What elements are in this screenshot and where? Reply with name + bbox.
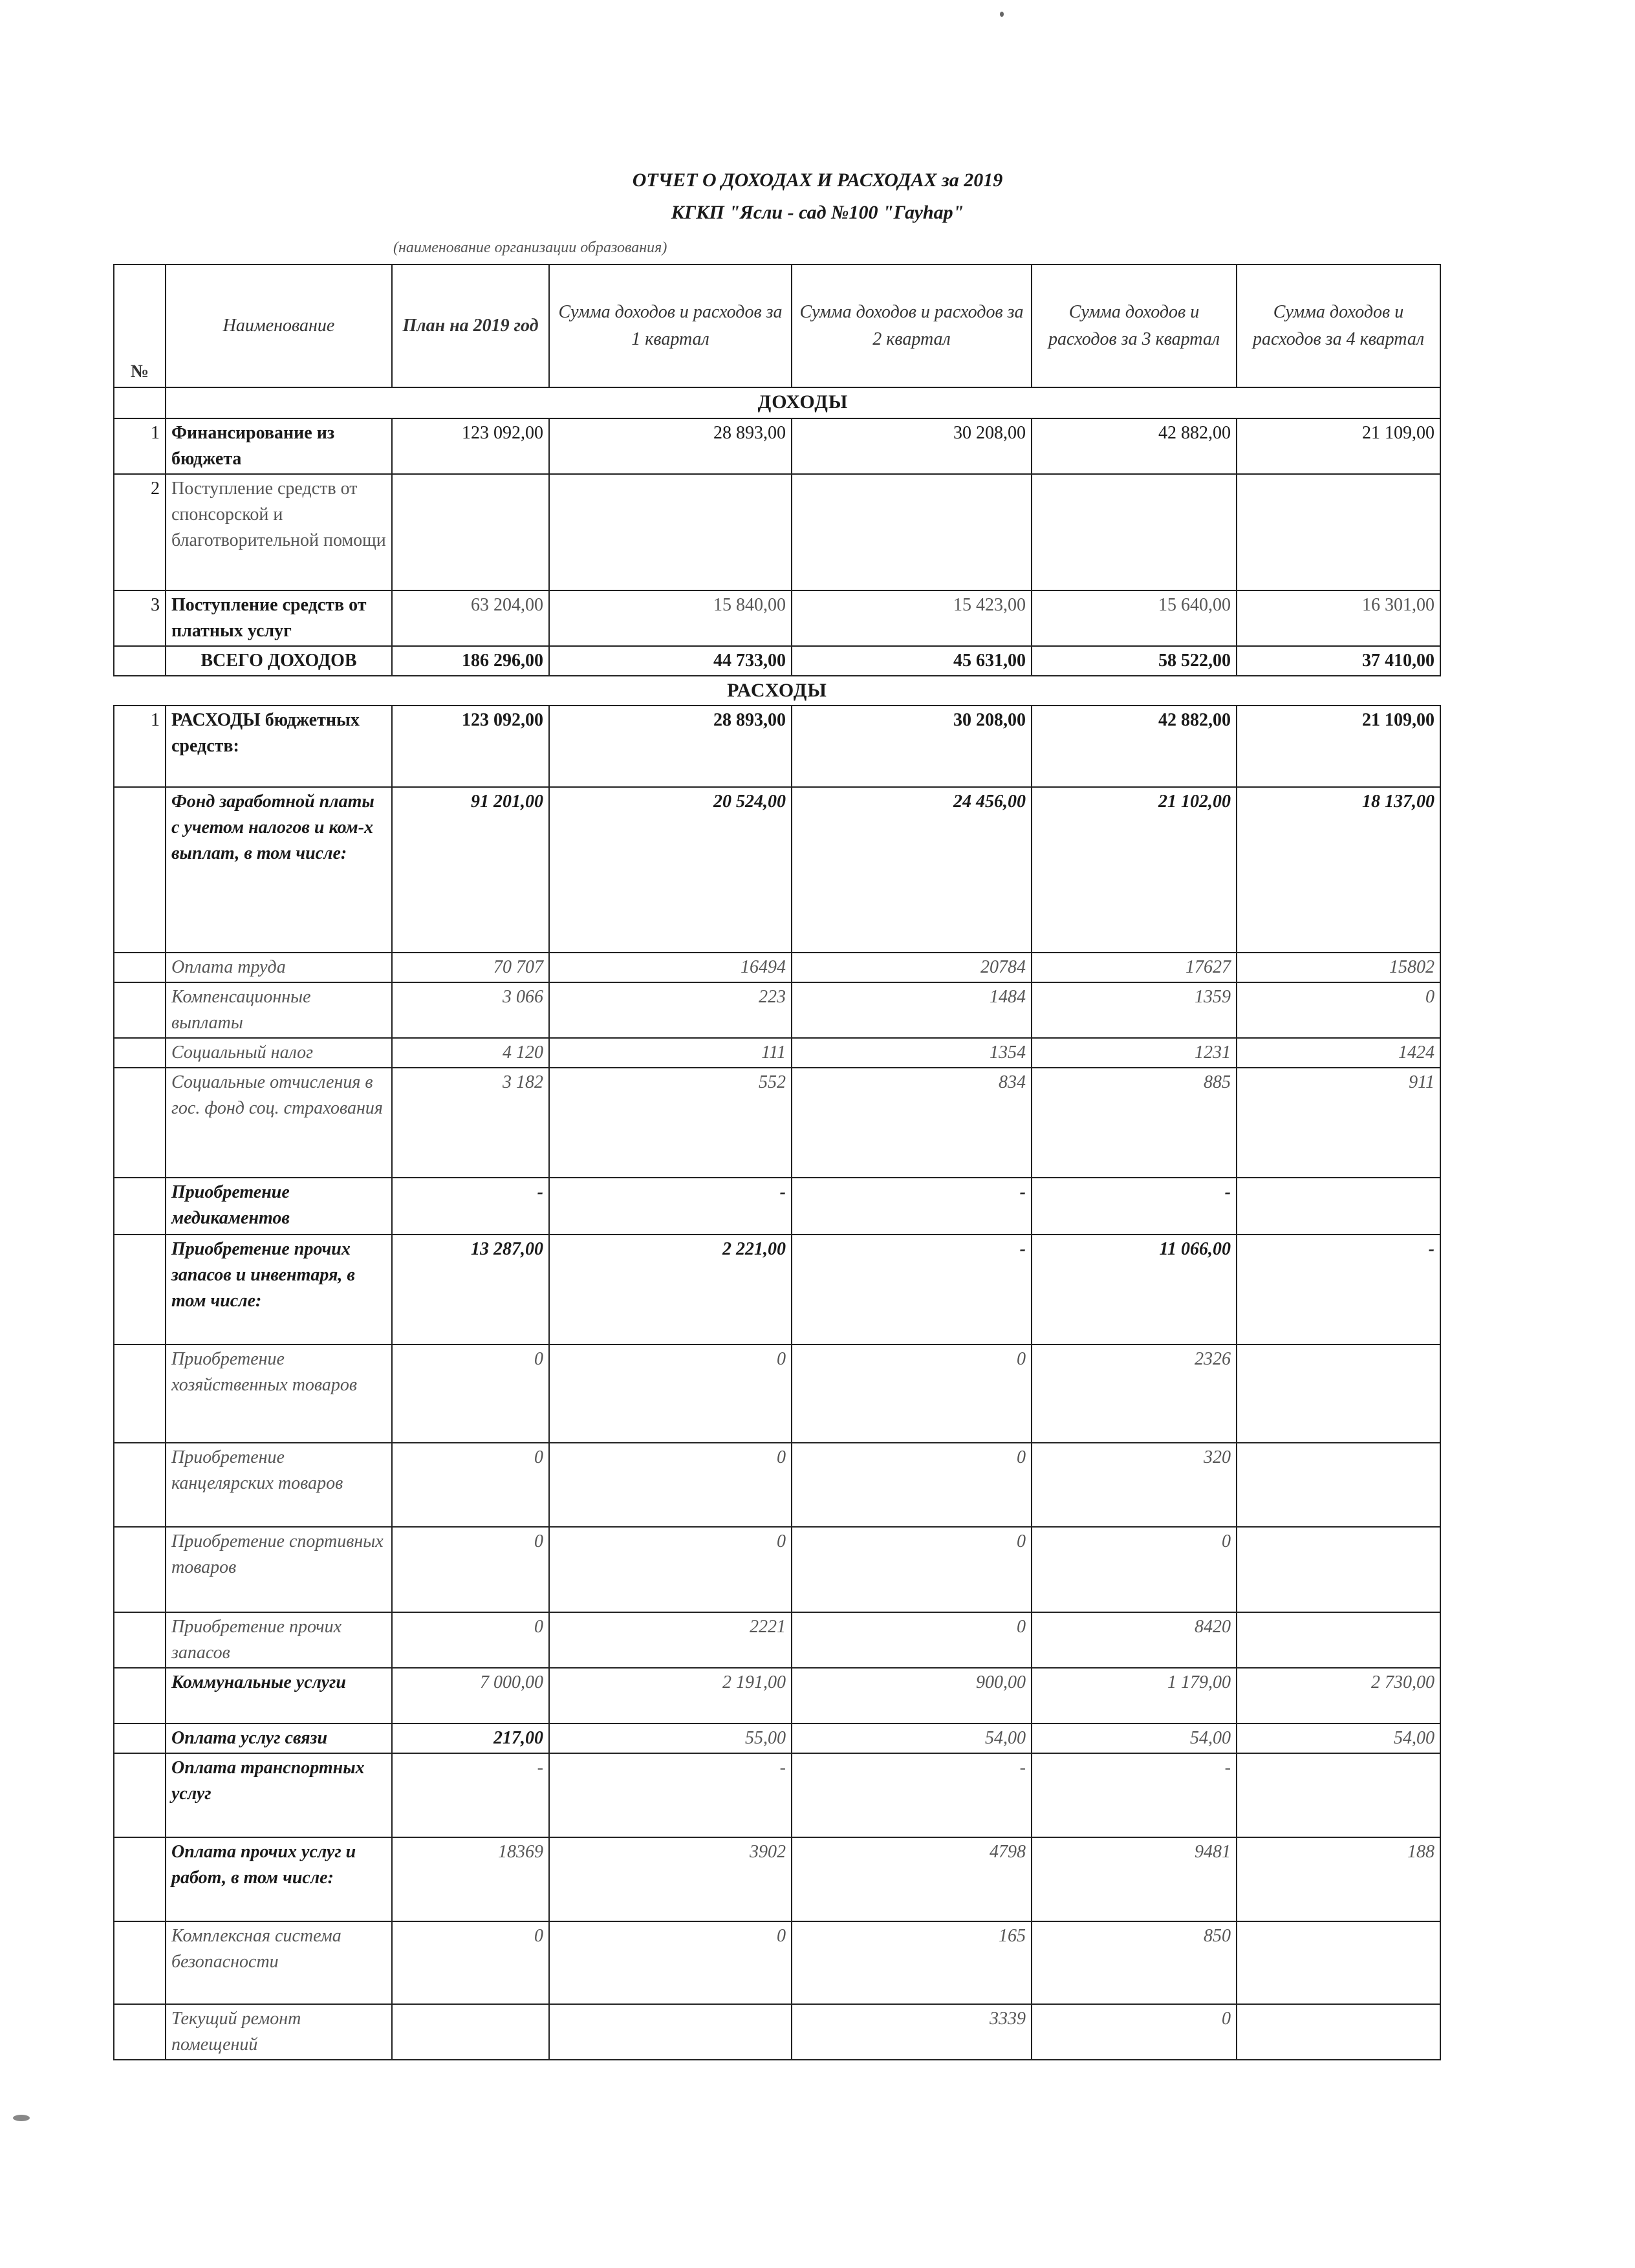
row-name: Оплата транспортных услуг [166,1753,392,1837]
cell-q4 [1237,474,1440,590]
row-name: Приобретение прочих запасов [166,1612,392,1668]
cell-q3: 1231 [1032,1038,1237,1068]
table-row [114,1921,1440,2004]
table-row [114,1753,1440,1837]
row-name: Приобретение хозяйственных товаров [166,1345,392,1443]
cell-q3: 8420 [1032,1612,1237,1668]
row-name: Поступление средств от платных услуг [166,590,392,646]
cell-q3: - [1032,1178,1237,1235]
header-q4: Сумма доходов и расходов за 4 квартал [1237,265,1440,387]
cell-q4 [1237,2004,1440,2060]
table-row [114,1345,1440,1443]
row-number [114,1612,166,1668]
cell-q2 [792,474,1032,590]
cell-plan: 0 [392,1527,549,1612]
row-number [114,1068,166,1178]
cell-q2: 54,00 [792,1723,1032,1753]
table-row [114,1038,1440,1068]
row-name: РАСХОДЫ бюджетных средств: [166,706,392,787]
row-number [114,1723,166,1753]
cell-q4: 18 137,00 [1237,787,1440,953]
cell-q1: 28 893,00 [549,418,792,474]
cell-plan: 70 707 [392,953,549,982]
table-row [114,418,1440,474]
cell-q4: 16 301,00 [1237,590,1440,646]
cell-q1: 20 524,00 [549,787,792,953]
row-name: Оплата прочих услуг и работ, в том числе: [166,1837,392,1921]
header-plan: План на 2019 год [392,265,549,387]
row-number [114,1668,166,1723]
cell-plan: 63 204,00 [392,590,549,646]
header-q3: Сумма доходов и расходов за 3 квартал [1032,265,1237,387]
cell-q4 [1237,1443,1440,1527]
cell-q3: 42 882,00 [1032,706,1237,787]
cell-plan: 0 [392,1443,549,1527]
row-number [114,1235,166,1345]
cell-q2: 0 [792,1345,1032,1443]
cell-q1: 16494 [549,953,792,982]
cell-plan: - [392,1753,549,1837]
total-q1: 44 733,00 [549,646,792,676]
cell-q1: 0 [549,1443,792,1527]
cell-q4 [1237,1345,1440,1443]
table-row [114,1443,1440,1527]
row-name: Фонд заработной платы с учетом налогов и ком-х выплат, в том числе: [166,787,392,953]
row-name: Оплата услуг связи [166,1723,392,1753]
cell-q2: 24 456,00 [792,787,1032,953]
cell-plan: 7 000,00 [392,1668,549,1723]
table-row [114,787,1440,953]
row-name: Социальные отчисления в гос. фонд соц. страхования [166,1068,392,1178]
cell-q2: 0 [792,1443,1032,1527]
cell-q1: 2 221,00 [549,1235,792,1345]
cell-q2: - [792,1753,1032,1837]
cell-q2: 1484 [792,982,1032,1038]
total-q3: 58 522,00 [1032,646,1237,676]
cell-q1: 0 [549,1921,792,2004]
cell-q2: 0 [792,1612,1032,1668]
table-row [114,1723,1440,1753]
expense-section-title: РАСХОДЫ [114,676,1440,706]
cell-q3 [1032,474,1237,590]
row-number [114,1038,166,1068]
cell-q2: - [792,1235,1032,1345]
cell-q1: - [549,1753,792,1837]
cell-q3: - [1032,1753,1237,1837]
row-number [114,1837,166,1921]
row-number [114,1921,166,2004]
cell-plan: 3 182 [392,1068,549,1178]
cell-q2: 4798 [792,1837,1032,1921]
cell-plan: 0 [392,1612,549,1668]
row-number [114,1178,166,1235]
row-number: 3 [114,590,166,646]
table-row [114,953,1440,982]
row-number [114,1753,166,1837]
cell-q4: 188 [1237,1837,1440,1921]
row-name: Приобретение медикаментов [166,1178,392,1235]
table-row [114,1235,1440,1345]
cell-q2: 0 [792,1527,1032,1612]
cell-q3: 11 066,00 [1032,1235,1237,1345]
cell-q3: 0 [1032,2004,1237,2060]
cell-plan [392,2004,549,2060]
row-name: Оплата труда [166,953,392,982]
cell-plan: 18369 [392,1837,549,1921]
row-name: Компенсационные выплаты [166,982,392,1038]
header-no: № [114,265,166,387]
table-row [114,1178,1440,1235]
table-row [114,1612,1440,1668]
cell-q1: 55,00 [549,1723,792,1753]
table-row [114,590,1440,646]
cell-plan: 123 092,00 [392,418,549,474]
cell-q4: 21 109,00 [1237,418,1440,474]
cell-q2: 834 [792,1068,1032,1178]
cell-q3: 2326 [1032,1345,1237,1443]
cell-q3: 54,00 [1032,1723,1237,1753]
cell-q1: 223 [549,982,792,1038]
organization-caption: (наименование организации образования) [393,239,667,256]
cell-q3: 850 [1032,1921,1237,2004]
total-q2: 45 631,00 [792,646,1032,676]
cell-q2: 165 [792,1921,1032,2004]
table-row [114,1837,1440,1921]
cell-q3: 320 [1032,1443,1237,1527]
cell-q4: - [1237,1235,1440,1345]
cell-q4: 1424 [1237,1038,1440,1068]
report-table [113,264,1441,2060]
income-total-row [114,646,1440,676]
cell-q2: 1354 [792,1038,1032,1068]
row-name: Комплексная система безопасности [166,1921,392,2004]
expense-section-row [114,676,1440,706]
table-row [114,2004,1440,2060]
table-row [114,1068,1440,1178]
cell-plan: 123 092,00 [392,706,549,787]
cell-q2: 20784 [792,953,1032,982]
cell-q1: 3902 [549,1837,792,1921]
row-number: 1 [114,418,166,474]
cell-q4: 54,00 [1237,1723,1440,1753]
cell-q3: 17627 [1032,953,1237,982]
row-number [114,982,166,1038]
cell-q3: 0 [1032,1527,1237,1612]
cell-plan: 217,00 [392,1723,549,1753]
cell-q1 [549,474,792,590]
row-number [114,787,166,953]
cell-q2: 3339 [792,2004,1032,2060]
cell-q3: 42 882,00 [1032,418,1237,474]
table-row [114,1668,1440,1723]
cell-q1: 111 [549,1038,792,1068]
cell-q2: 15 423,00 [792,590,1032,646]
cell-plan: 91 201,00 [392,787,549,953]
cell-q4 [1237,1753,1440,1837]
cell-q1 [549,2004,792,2060]
cell-q1: 0 [549,1527,792,1612]
row-name: Приобретение канцелярских товаров [166,1443,392,1527]
header-q1: Сумма доходов и расходов за 1 квартал [549,265,792,387]
cell-q2: 30 208,00 [792,418,1032,474]
row-name: Приобретение прочих запасов и инвентаря, в том числе: [166,1235,392,1345]
cell-q1: 0 [549,1345,792,1443]
row-number: 2 [114,474,166,590]
cell-q4: 15802 [1237,953,1440,982]
cell-q4: 2 730,00 [1237,1668,1440,1723]
table-row [114,706,1440,787]
cell-q3: 15 640,00 [1032,590,1237,646]
row-number [114,953,166,982]
cell-q2: 900,00 [792,1668,1032,1723]
cell-q1: 2 191,00 [549,1668,792,1723]
row-name: Финансирование из бюджета [166,418,392,474]
cell-q3: 9481 [1032,1837,1237,1921]
total-label: ВСЕГО ДОХОДОВ [166,646,392,676]
total-plan: 186 296,00 [392,646,549,676]
row-number: 1 [114,706,166,787]
cell-plan: - [392,1178,549,1235]
row-number [114,2004,166,2060]
row-name: Приобретение спортивных товаров [166,1527,392,1612]
cell-q1: - [549,1178,792,1235]
cell-q1: 28 893,00 [549,706,792,787]
cell-q1: 552 [549,1068,792,1178]
cell-q3: 885 [1032,1068,1237,1178]
cell-q4 [1237,1921,1440,2004]
table-row [114,1527,1440,1612]
cell-plan: 3 066 [392,982,549,1038]
row-name: Социальный налог [166,1038,392,1068]
header-row [114,265,1440,387]
table-row [114,982,1440,1038]
cell-q4 [1237,1527,1440,1612]
row-name: Поступление средств от спонсорской и благотворительной помощи [166,474,392,590]
cell-q1: 15 840,00 [549,590,792,646]
income-section-title: ДОХОДЫ [166,387,1440,418]
cell-q4: 911 [1237,1068,1440,1178]
cell-q3: 21 102,00 [1032,787,1237,953]
report-title: ОТЧЕТ О ДОХОДАХ И РАСХОДАХ за 2019 [632,169,1003,191]
cell-q3: 1359 [1032,982,1237,1038]
cell-plan: 0 [392,1345,549,1443]
cell-q2: - [792,1178,1032,1235]
header-name: Наименование [166,265,392,387]
cell-q4: 0 [1237,982,1440,1038]
row-name: Коммунальные услуги [166,1668,392,1723]
scan-speck [1000,12,1004,17]
cell-q4: 21 109,00 [1237,706,1440,787]
cell-plan [392,474,549,590]
table-row [114,474,1440,590]
row-number [114,1527,166,1612]
cell-plan: 0 [392,1921,549,2004]
cell-plan: 4 120 [392,1038,549,1068]
header-q2: Сумма доходов и расходов за 2 квартал [792,265,1032,387]
row-number [114,1443,166,1527]
cell-q4 [1237,1612,1440,1668]
cell-q4 [1237,1178,1440,1235]
cell-q1: 2221 [549,1612,792,1668]
organization-name: КГКП "Ясли - сад №100 "Гауhар" [671,202,964,223]
cell-q3: 1 179,00 [1032,1668,1237,1723]
income-section-row [114,387,1440,418]
total-q4: 37 410,00 [1237,646,1440,676]
row-number [114,1345,166,1443]
cell-q2: 30 208,00 [792,706,1032,787]
scan-speck [13,2115,30,2121]
row-name: Текущий ремонт помещений [166,2004,392,2060]
cell-plan: 13 287,00 [392,1235,549,1345]
